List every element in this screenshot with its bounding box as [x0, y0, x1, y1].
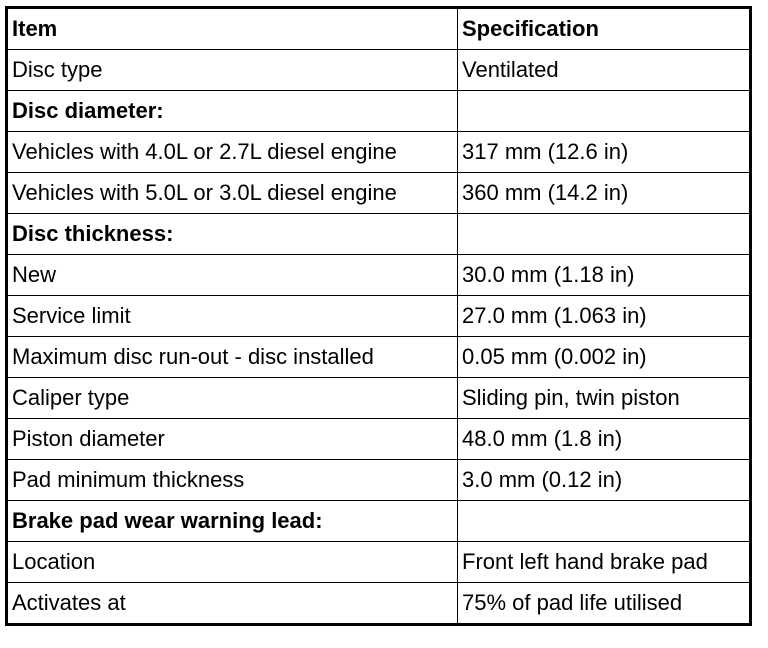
item-cell: New — [7, 255, 458, 296]
spec-cell: 27.0 mm (1.063 in) — [458, 296, 751, 337]
spec-cell: 48.0 mm (1.8 in) — [458, 419, 751, 460]
table-row — [7, 378, 751, 419]
item-cell: Vehicles with 5.0L or 3.0L diesel engine — [7, 173, 458, 214]
table-row — [7, 583, 751, 625]
item-cell: Service limit — [7, 296, 458, 337]
spec-cell: 75% of pad life utilised — [458, 583, 751, 625]
table-row — [7, 542, 751, 583]
item-cell: Caliper type — [7, 378, 458, 419]
item-cell: Piston diameter — [7, 419, 458, 460]
item-cell: Activates at — [7, 583, 458, 625]
spec-cell: 30.0 mm (1.18 in) — [458, 255, 751, 296]
item-cell: Pad minimum thickness — [7, 460, 458, 501]
spec-cell: Ventilated — [458, 50, 751, 91]
table-row — [7, 173, 751, 214]
section-row — [7, 91, 751, 132]
table-row — [7, 255, 751, 296]
spec-cell: 360 mm (14.2 in) — [458, 173, 751, 214]
table-row — [7, 50, 751, 91]
section-heading: Brake pad wear warning lead: — [7, 501, 458, 542]
item-cell: Disc type — [7, 50, 458, 91]
spec-cell: 317 mm (12.6 in) — [458, 132, 751, 173]
spec-cell: 3.0 mm (0.12 in) — [458, 460, 751, 501]
table-body — [7, 50, 751, 625]
column-header-specification: Specification — [458, 8, 751, 50]
table-header-row — [7, 8, 751, 50]
section-heading: Disc thickness: — [7, 214, 458, 255]
table-row — [7, 337, 751, 378]
spec-cell: 0.05 mm (0.002 in) — [458, 337, 751, 378]
spec-cell: Front left hand brake pad — [458, 542, 751, 583]
column-header-item: Item — [7, 8, 458, 50]
spec-cell — [458, 214, 751, 255]
table-row — [7, 132, 751, 173]
specification-table — [5, 6, 752, 626]
section-row — [7, 501, 751, 542]
section-heading: Disc diameter: — [7, 91, 458, 132]
spec-cell: Sliding pin, twin piston — [458, 378, 751, 419]
item-cell: Vehicles with 4.0L or 2.7L diesel engine — [7, 132, 458, 173]
spec-cell — [458, 501, 751, 542]
table-row — [7, 460, 751, 501]
item-cell: Maximum disc run-out - disc installed — [7, 337, 458, 378]
table-row — [7, 419, 751, 460]
table-row — [7, 296, 751, 337]
spec-cell — [458, 91, 751, 132]
section-row — [7, 214, 751, 255]
item-cell: Location — [7, 542, 458, 583]
